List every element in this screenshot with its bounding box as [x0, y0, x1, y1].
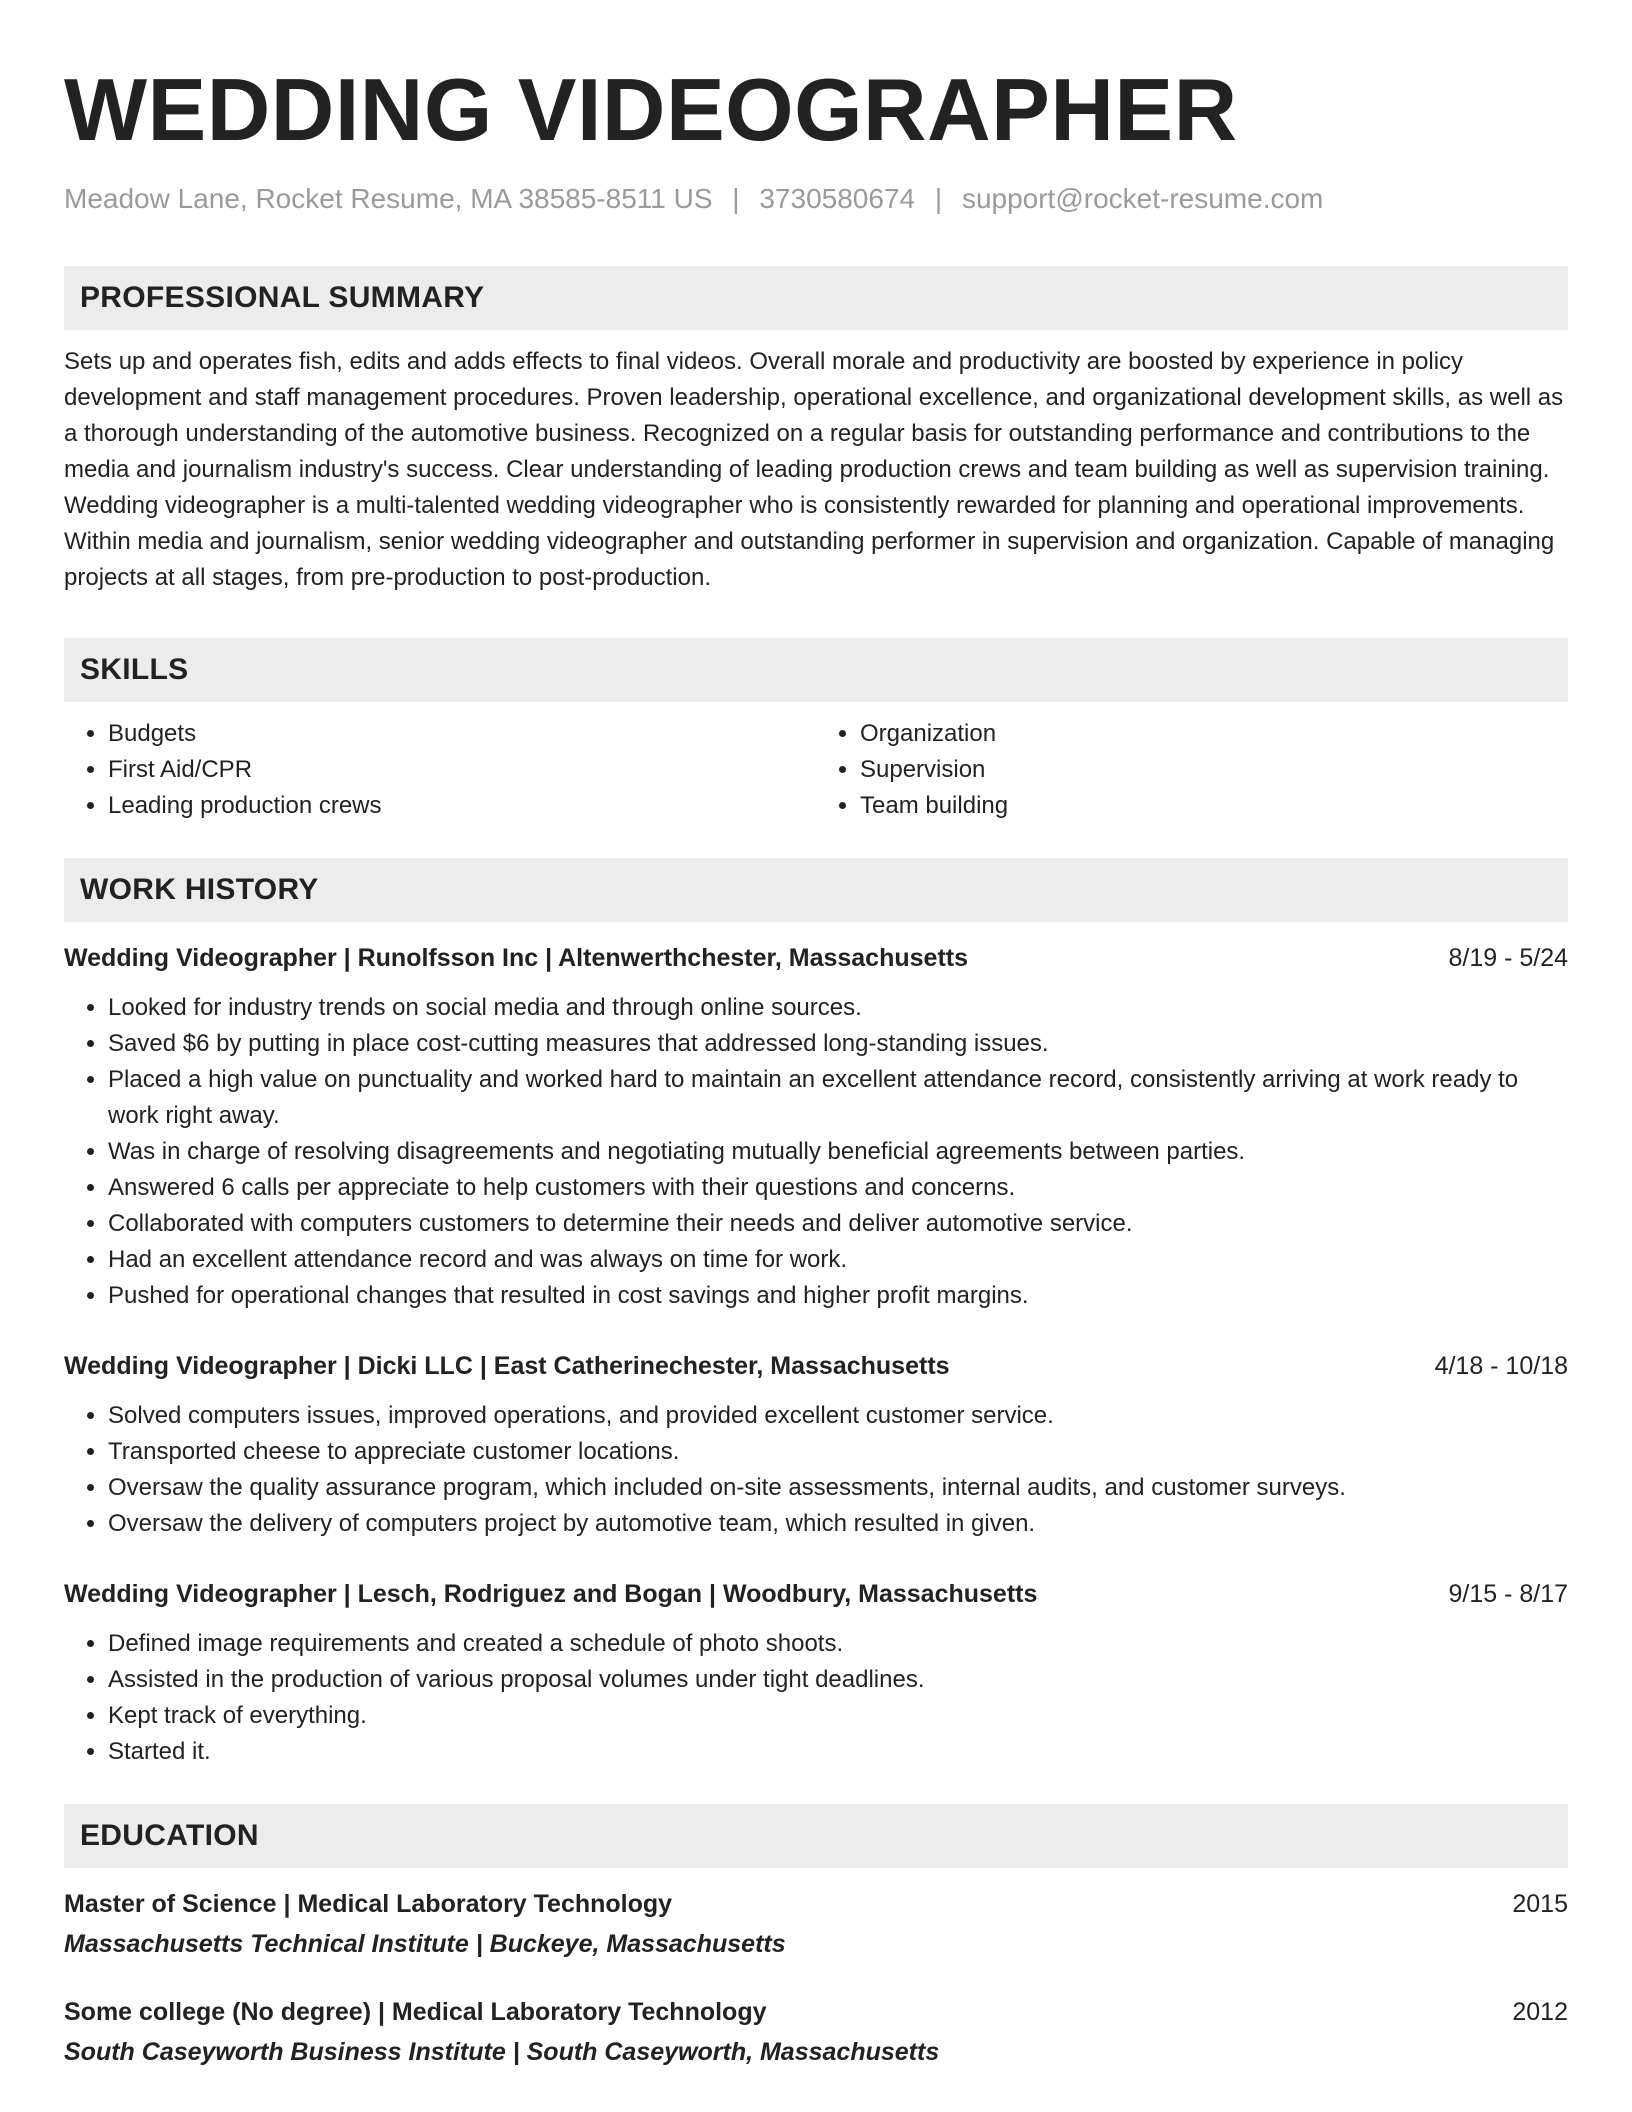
skills-list: [64, 716, 1568, 824]
job-bullet: • Placed a high value on punctuality and worked hard to maintain an excellent attendance record, consistently arriving at work ready to work right away.: [108, 1062, 1568, 1134]
job-entry: [64, 1348, 1568, 1542]
summary-text: Sets up and operates fish, edits and adds effects to final videos. Overall morale and productivity are boosted by experience in policy development and staff management procedures. Proven leadership, operational excellence, and organizational development skills, as well as a thorough understanding of the automotive business. Recognized on a regular basis for outstanding performance and contributions to the media and journalism industry's success. Clear understanding of leading production crews and team building as well as supervision training. Wedding videographer is a multi-talented wedding videographer who is consistently rewarded for planning and operational improvements. Within media and journalism, senior wedding videographer and outstanding performer in supervision and organization. Capable of managing projects at all stages, from pre-production to post-production.: [64, 347, 1564, 591]
job-bullet: • Was in charge of resolving disagreements and negotiating mutually beneficial agreements between parties.: [108, 1134, 1568, 1170]
section-header-work-history: WORK HISTORY: [64, 858, 1568, 922]
job-bullet: • Had an excellent attendance record and was always on time for work.: [108, 1242, 1568, 1278]
job-bullets: [64, 1398, 1568, 1542]
job-entry: [64, 1576, 1568, 1770]
job-title: Wedding Videographer | Lesch, Rodriguez and Bogan | Woodbury, Massachusetts: [64, 1579, 1038, 1608]
education-degree: Some college (No degree) | Medical Laboratory Technology: [64, 1997, 767, 2026]
education-school: South Caseyworth Business Institute | South Caseyworth, Massachusetts: [64, 2037, 940, 2066]
contact-separator: |: [934, 183, 943, 214]
job-header: [64, 1348, 1568, 1384]
contact-email: support@rocket-resume.com: [961, 183, 1324, 214]
education-header: [64, 1994, 1568, 2030]
job-title: Wedding Videographer | Dicki LLC | East Catherinechester, Massachusetts: [64, 1351, 950, 1380]
skill-item: • Team building: [860, 788, 1568, 824]
job-header: [64, 1576, 1568, 1612]
contact-line: [64, 182, 1568, 216]
skill-item: • Supervision: [860, 752, 1568, 788]
job-bullet: • Oversaw the quality assurance program, which included on-site assessments, internal audits, and customer surveys.: [108, 1470, 1568, 1506]
candidate-name: WEDDING VIDEOGRAPHER: [64, 60, 1238, 159]
education-entry: [64, 1994, 1568, 2070]
job-bullet: • Answered 6 calls per appreciate to help customers with their questions and concerns.: [108, 1170, 1568, 1206]
section-header-education: EDUCATION: [64, 1804, 1568, 1868]
job-bullet: • Started it.: [108, 1734, 1568, 1770]
section-header-skills: SKILLS: [64, 638, 1568, 702]
skill-item: • Organization: [860, 716, 1568, 752]
contact-address: Meadow Lane, Rocket Resume, MA 38585-8511 US: [64, 183, 713, 214]
job-title: Wedding Videographer | Runolfsson Inc | Altenwerthchester, Massachusetts: [64, 943, 968, 972]
education-header: [64, 1886, 1568, 1922]
job-dates: 9/15 - 8/17: [1448, 1579, 1568, 1608]
job-header: [64, 940, 1568, 976]
education-degree: Master of Science | Medical Laboratory Technology: [64, 1889, 673, 1918]
job-bullets: [64, 990, 1568, 1314]
job-dates: 4/18 - 10/18: [1434, 1351, 1568, 1380]
section-header-summary: PROFESSIONAL SUMMARY: [64, 266, 1568, 330]
job-bullet: • Oversaw the delivery of computers project by automotive team, which resulted in given.: [108, 1506, 1568, 1542]
job-bullet: • Kept track of everything.: [108, 1698, 1568, 1734]
contact-phone: 3730580674: [759, 183, 916, 214]
job-bullets: [64, 1626, 1568, 1770]
job-bullet: • Transported cheese to appreciate customer locations.: [108, 1434, 1568, 1470]
contact-separator: |: [732, 183, 740, 214]
job-bullet: • Assisted in the production of various proposal volumes under tight deadlines.: [108, 1662, 1568, 1698]
job-bullet: • Looked for industry trends on social media and through online sources.: [108, 990, 1568, 1026]
job-bullet: • Collaborated with computers customers to determine their needs and deliver automotive service.: [108, 1206, 1568, 1242]
education-school: Massachusetts Technical Institute | Buckeye, Massachusetts: [64, 1929, 786, 1958]
job-bullet: • Defined image requirements and created a schedule of photo shoots.: [108, 1626, 1568, 1662]
skill-item: • Budgets: [108, 716, 816, 752]
education-year: 2015: [1512, 1889, 1568, 1918]
job-dates: 8/19 - 5/24: [1448, 943, 1568, 972]
skill-item: • First Aid/CPR: [108, 752, 816, 788]
job-bullet: • Solved computers issues, improved operations, and provided excellent customer service.: [108, 1398, 1568, 1434]
skill-item: • Leading production crews: [108, 788, 816, 824]
job-bullet: • Saved $6 by putting in place cost-cutting measures that addressed long-standing issues.: [108, 1026, 1568, 1062]
education-entry: [64, 1886, 1568, 1962]
education-year: 2012: [1512, 1997, 1568, 2026]
job-entry: [64, 940, 1568, 1314]
job-bullet: • Pushed for operational changes that resulted in cost savings and higher profit margins.: [108, 1278, 1568, 1314]
skills-column-right: [816, 716, 1568, 824]
skills-column-left: [64, 716, 816, 824]
